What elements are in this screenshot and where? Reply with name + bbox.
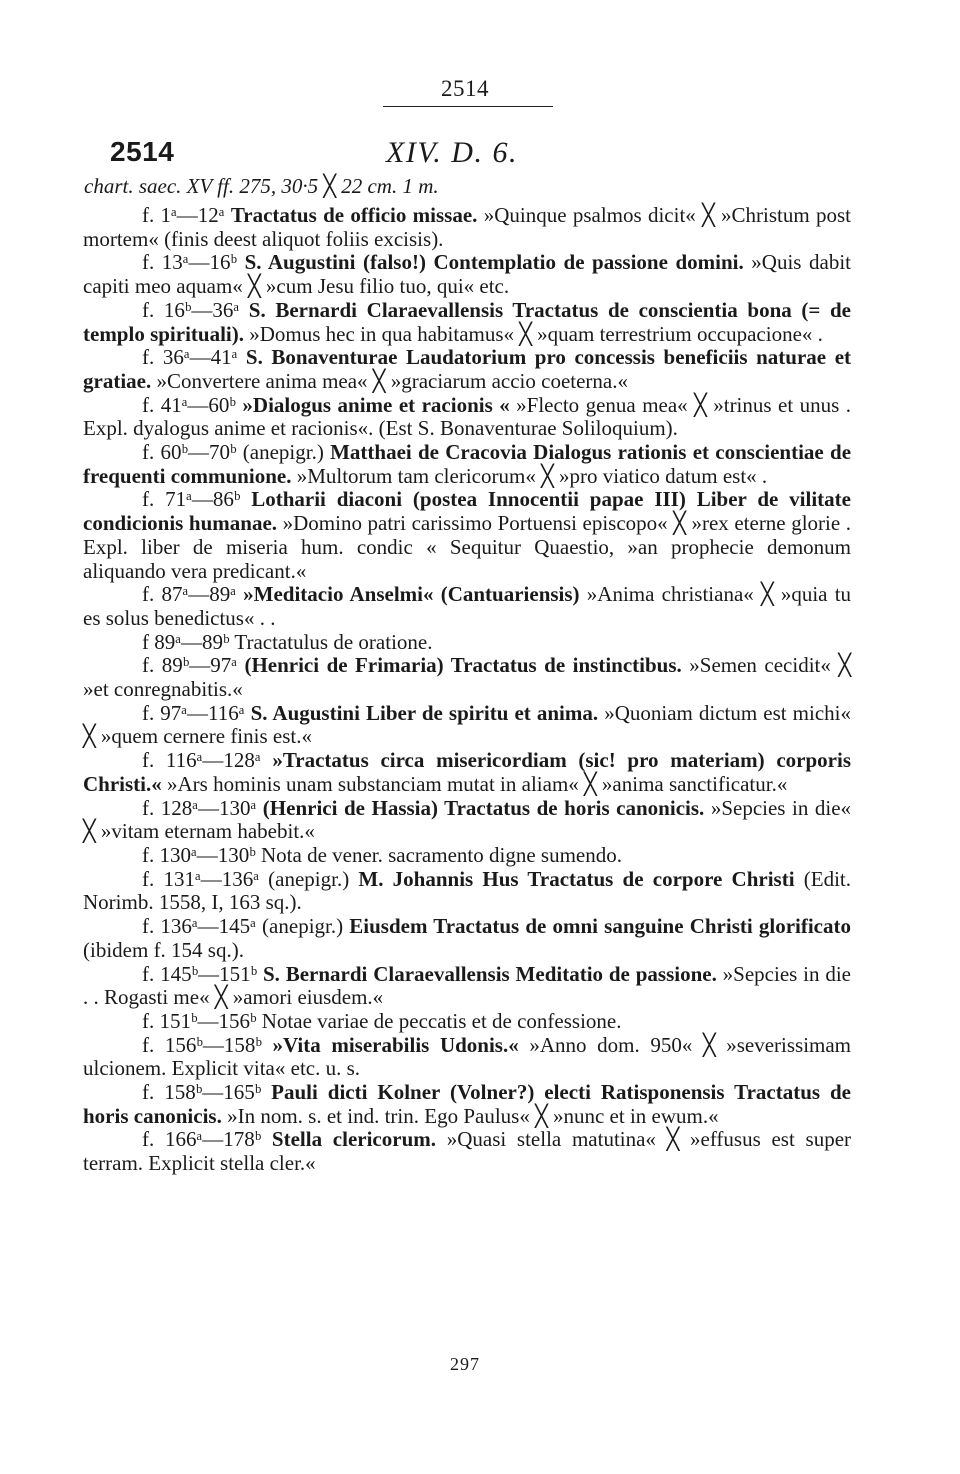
catalogue-entry [83,868,851,915]
folio-range: f. 60ᵇ—70ᵇ (anepigr.) [142,440,324,465]
work-title: Lotharii diaconi (postea Innocentii papae III) Liber de vilitate condicionis humanae. [83,487,851,536]
incipit-explicit: »Convertere anima mea« ╳ »graciarum accio coeterna.« [156,368,628,393]
work-title: (Henrici de Frimaria) Tractatus de instinctibus. [244,653,682,678]
work-title: S. Augustini Liber de spiritu et anima. [250,700,599,725]
catalogue-entry [83,251,851,298]
incipit-explicit: Nota de vener. sacramento digne sumendo. [261,842,622,867]
incipit-explicit: »Quis dabit capiti meo aquam« ╳ »cum Jesu filio tuo, qui« etc. [83,250,851,299]
work-title: S. Bonaventurae Laudatorium pro concessis beneficiis naturae et gratiae. [83,345,852,393]
incipit-explicit: Tractatulus de oratione. [234,629,433,654]
page-number: 297 [450,1354,480,1374]
work-title: »Dialogus anime et racionis « [242,392,510,417]
contents-list [83,204,851,1176]
catalogue-entry [83,441,851,488]
incipit-explicit: »Quinque psalmos dicit« ╳ »Christum post mortem« (finis deest aliquot foliis excisis). [83,203,852,251]
folio-range: f. 87ᵃ—89ᵃ [142,582,236,607]
work-title: S. Bernardi Claraevallensis Tractatus de conscientia bona (= de templo spirituali). [83,297,851,346]
catalogue-entry [83,702,851,749]
work-title: (Henrici de Hassia) Tractatus de horis canonicis. [262,795,705,820]
folio-range: f. 156ᵇ—158ᵇ [142,1032,262,1057]
folio-range: f. 130ᵃ—130ᵇ [142,842,256,867]
folio-range: f. 97ᵃ—116ᵃ [142,700,245,725]
catalogue-entry [83,749,851,796]
folio-range: f. 41ᵃ—60ᵇ [142,392,236,417]
incipit-explicit: »Multorum tam clericorum« ╳ »pro viatico datum est« . [296,463,768,488]
folio-range: f. 136ᵃ—145ᵃ (anepigr.) [142,914,344,939]
folio-range: f. 166ᵃ—178ᵇ [142,1127,262,1152]
incipit-explicit: »Quoniam dictum est michi« ╳ »quem cernere finis est.« [83,700,851,749]
work-title: »Meditacio Anselmi« (Cantuariensis) [243,582,580,607]
catalogue-entry [83,1128,851,1175]
folio-range: f. 151ᵇ—156ᵇ [142,1008,257,1033]
catalogue-entry [83,631,851,655]
work-title: Stella clericorum. [271,1127,436,1152]
folio-range: f. 13ᵃ—16ᵇ [142,250,238,275]
catalogue-entry [83,204,851,251]
folio-range: f. 1ᵃ—12ᵃ [142,203,225,227]
physical-description: chart. saec. XV ff. 275, 30·5 ╳ 22 cm. 1 m. [84,174,439,198]
work-title: »Vita miserabilis Udonis.« [272,1032,519,1057]
incipit-explicit: »Flecto genua mea« ╳ »trinus et unus . Expl. dyalogus anime et racionis«. (Est S. Bonaventurae Soliloquium). [83,392,851,441]
catalogue-entry [83,488,851,583]
work-title: Pauli dicti Kolner (Volner?) electi Ratisponensis Tractatus de horis canonicis. [83,1080,851,1128]
catalogue-entry [83,963,851,1010]
work-title: S. Bernardi Claraevallensis Meditatio de passione. [262,961,717,986]
catalogue-entry [83,346,851,393]
incipit-explicit: »Quasi stella matutina« ╳ »effusus est super terram. Explicit stella cler.« [83,1127,852,1176]
incipit-explicit: »Anno dom. 950« ╳ »severissimam ulcionem. Explicit vita« etc. u. s. [83,1032,852,1081]
folio-range: f. 131ᵃ—136ᵃ (anepigr.) [142,866,350,891]
folio-range: f. 116ᵃ—128ᵃ [142,748,261,773]
work-title: Matthaei de Cracovia Dialogus rationis et conscientiae de frequenti communione. [83,440,852,488]
incipit-explicit: »Sepcies in die« ╳ »vitam eternam habebit.« [83,795,852,844]
incipit-explicit: Notae variae de peccatis et de confessione. [261,1008,622,1033]
running-head: 2514 [441,76,489,101]
shelfmark: XIV. D. 6. [386,136,518,169]
folio-range: f. 128ᵃ—130ᵃ [142,795,257,820]
catalogue-entry [83,1034,851,1081]
folio-range: f. 71ᵃ—86ᵇ [142,487,241,512]
catalogue-entry [83,915,851,962]
incipit-explicit: »Anima christiana« ╳ »quia tu es solus benedictus« . . [83,582,852,630]
folio-range: f. 158ᵇ—165ᵇ [142,1080,262,1105]
folio-range: f. 16ᵇ—36ᵃ [142,297,240,322]
catalogue-entry [83,797,851,844]
incipit-explicit: (ibidem f. 154 sq.). [83,937,244,962]
incipit-explicit: »Domino patri carissimo Portuensi episcopo« ╳ »rex eterne glorie . Expl. liber de miseria hum. condic « Sequitur Quaestio, »an prophecie demonum aliquando vera predicant.« [83,511,851,583]
work-title: M. Johannis Hus Tractatus de corpore Christi [358,866,795,891]
incipit-explicit: »Domus hec in qua habitamus« ╳ »quam terrestrium occupacione« . [249,321,823,346]
work-title: S. Augustini (falso!) Contemplatio de passione domini. [244,250,744,275]
catalogue-entry [83,583,851,630]
catalogue-entry [83,654,851,701]
catalogue-entry [83,394,851,441]
folio-range: f. 36ᵃ—41ᵃ [142,345,238,370]
work-title: »Tractatus circa misericordiam (sic! pro materiam) corporis Christi.« [83,748,851,796]
incipit-explicit: »In nom. s. et ind. trin. Ego Paulus« ╳ »nunc et in ewum.« [227,1103,719,1128]
incipit-explicit: (Edit. Norimb. 1558, I, 163 sq.). [83,866,851,915]
incipit-explicit: »Semen cecidit« ╳ »et conregnabitis.« [83,653,852,702]
incipit-explicit: »Sepcies in die . . Rogasti me« ╳ »amori eiusdem.« [83,961,851,1010]
manuscript-number: 2514 [110,136,175,167]
work-title: Eiusdem Tractatus de omni sanguine Christi glorificato [349,914,851,939]
incipit-explicit: »Ars hominis unam substanciam mutat in aliam« ╳ »anima sanctificatur.« [167,771,788,796]
catalogue-entry [83,299,851,346]
folio-range: f. 89ᵇ—97ᵃ [142,653,237,678]
folio-range: f 89ᵃ—89ᵇ [142,629,230,654]
header-rule [383,106,553,107]
catalogue-entry [83,1081,851,1128]
work-title: Tractatus de officio missae. [230,203,478,227]
folio-range: f. 145ᵇ—151ᵇ [142,961,258,986]
catalogue-entry [83,1010,851,1034]
catalogue-entry [83,844,851,868]
